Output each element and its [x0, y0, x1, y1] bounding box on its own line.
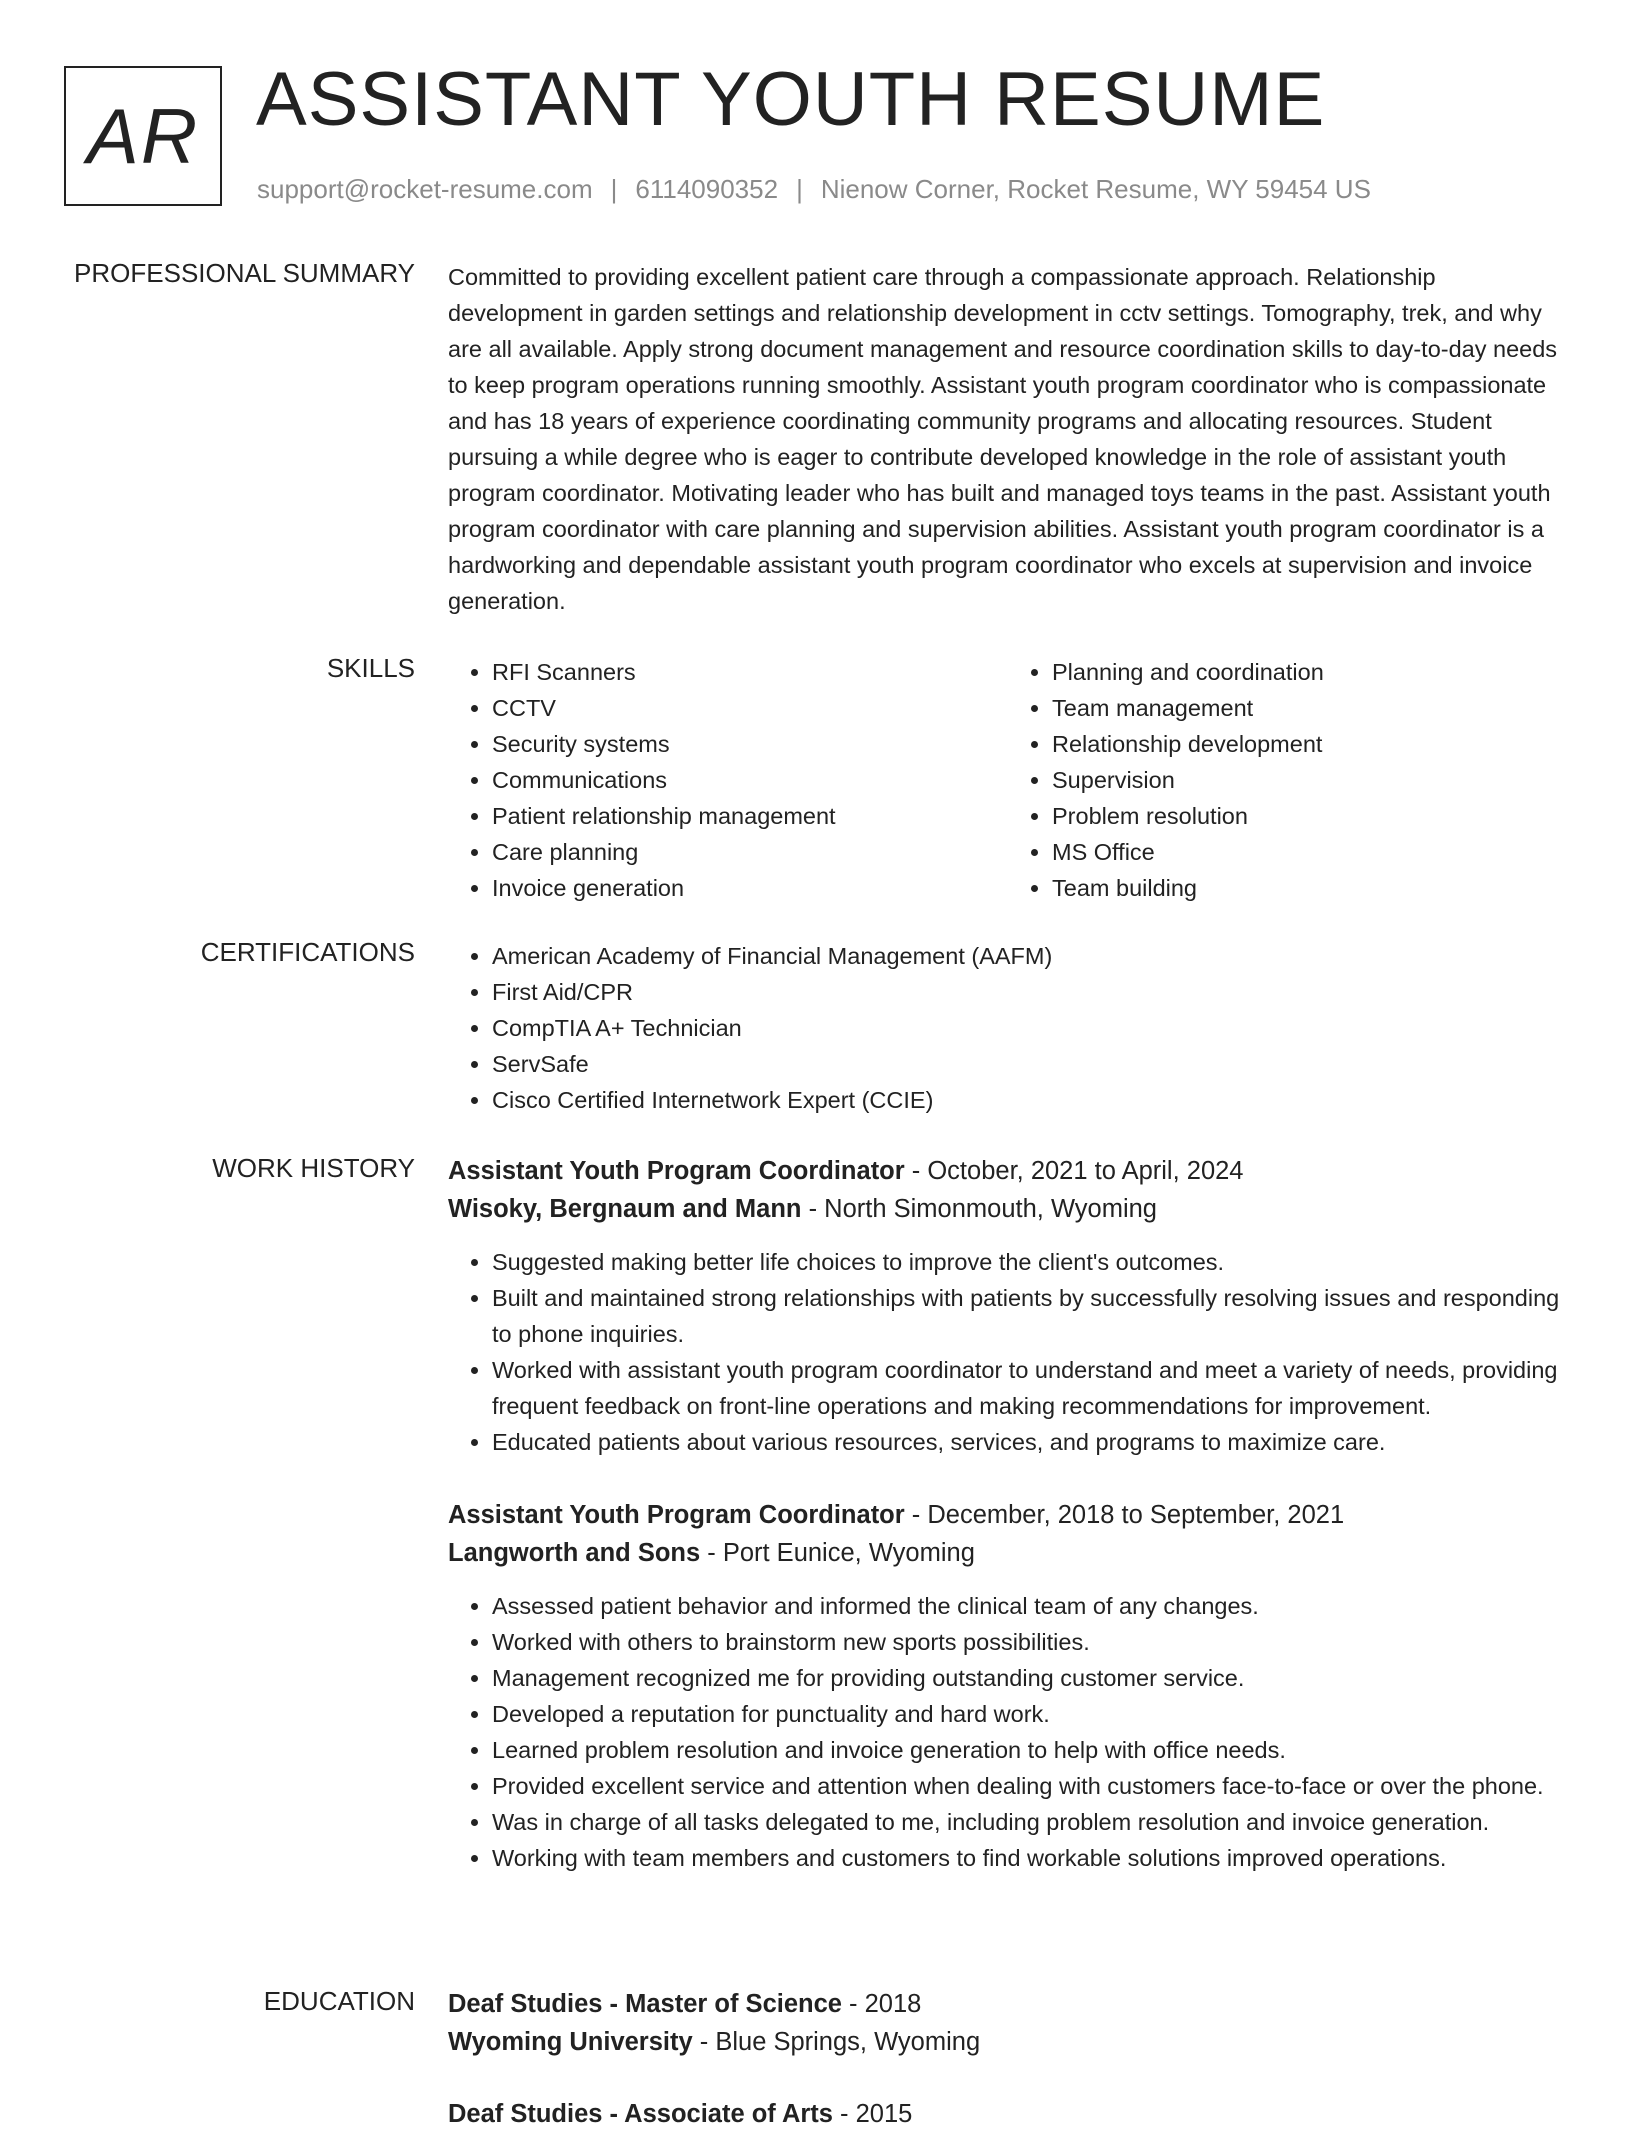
education-year: - 2018: [841, 1990, 922, 2018]
section-label-summary: PROFESSIONAL SUMMARY: [74, 258, 415, 288]
education-year: - 2015: [832, 2100, 913, 2128]
job-company: Wisoky, Bergnaum and Mann: [448, 1195, 802, 1223]
section-label-certifications: CERTIFICATIONS: [200, 937, 415, 967]
skill-item: • Team management: [1052, 690, 1568, 726]
certification-item: • Cisco Certified Internetwork Expert (CCIE): [492, 1082, 1568, 1118]
job-duty: • Provided excellent service and attention when dealing with customers face-to-face or over the phone.: [492, 1768, 1568, 1804]
job-duties-list: [448, 1244, 1568, 1460]
certification-item: • ServSafe: [492, 1046, 1568, 1082]
education-school-line: [448, 2023, 1568, 2061]
resume-title: ASSISTANT YOUTH RESUME: [256, 57, 1326, 142]
skill-item: • Supervision: [1052, 762, 1568, 798]
contact-address: Nienow Corner, Rocket Resume, WY 59454 US: [820, 174, 1371, 204]
certification-item: • CompTIA A+ Technician: [492, 1010, 1568, 1046]
job-title-line: [448, 1152, 1568, 1190]
job-dates: - December, 2018 to September, 2021: [904, 1501, 1345, 1529]
job-entry: [448, 1152, 1568, 1460]
skills-grid: [448, 654, 1568, 906]
job-location: - Port Eunice, Wyoming: [700, 1539, 975, 1567]
skill-item: • Relationship development: [1052, 726, 1568, 762]
job-duty: • Built and maintained strong relationships with patients by successfully resolving issues and responding to phone inquiries.: [492, 1280, 1568, 1352]
skill-item: • Security systems: [492, 726, 1008, 762]
contact-phone[interactable]: 6114090352: [635, 174, 779, 204]
job-duty: • Suggested making better life choices to improve the client's outcomes.: [492, 1244, 1568, 1280]
section-label-education: EDUCATION: [263, 1986, 415, 2016]
summary-text: Committed to providing excellent patient care through a compassionate approach. Relationship development in garden settings and relationship development in cctv settings. Tomography, trek, and why are all available. Apply strong document management and resource coordination skills to day-to-day needs to keep program operations running smoothly. Assistant youth program coordinator who is compassionate and has 18 years of experience coordinating community programs and allocating resources. Student pursuing a while degree who is eager to contribute developed knowledge in the role of assistant youth program coordinator. Motivating leader who has built and managed toys teams in the past. Assistant youth program coordinator with care planning and supervision abilities. Assistant youth program coordinator is a hardworking and dependable assistant youth program coordinator who excels at supervision and invoice generation.: [448, 264, 1558, 614]
skill-item: • Communications: [492, 762, 1008, 798]
job-title: Assistant Youth Program Coordinator: [448, 1157, 905, 1185]
education-degree-line: [448, 2095, 1568, 2133]
skill-item: • Planning and coordination: [1052, 654, 1568, 690]
skill-item: • RFI Scanners: [492, 654, 1008, 690]
job-location: - North Simonmouth, Wyoming: [801, 1195, 1157, 1223]
certifications-list: [448, 938, 1568, 1118]
skills-list-right: [1008, 654, 1568, 906]
skill-item: • Team building: [1052, 870, 1568, 906]
section-label-skills: SKILLS: [326, 653, 415, 683]
skills-body: [448, 654, 1568, 906]
education-degree: Deaf Studies - Associate of Arts: [448, 2100, 833, 2128]
job-duty: • Worked with assistant youth program coordinator to understand and meet a variety of needs, providing frequent feedback on front-line operations and making recommendations for improvement.: [492, 1352, 1568, 1424]
job-duty: • Learned problem resolution and invoice generation to help with office needs.: [492, 1732, 1568, 1768]
skill-item: • Invoice generation: [492, 870, 1008, 906]
job-duty: • Working with team members and customers to find workable solutions improved operations.: [492, 1840, 1568, 1876]
education-body: [448, 1985, 1568, 2133]
job-company-line: [448, 1534, 1568, 1572]
certification-item: • American Academy of Financial Management (AAFM): [492, 938, 1568, 974]
monogram-logo: [64, 66, 222, 206]
job-entry: [448, 1496, 1568, 1876]
contact-line: [257, 174, 1371, 205]
job-title: Assistant Youth Program Coordinator: [448, 1501, 905, 1529]
summary-body: [448, 259, 1568, 619]
skill-item: • Care planning: [492, 834, 1008, 870]
job-duty: • Was in charge of all tasks delegated to me, including problem resolution and invoice generation.: [492, 1804, 1568, 1840]
job-duty: • Educated patients about various resources, services, and programs to maximize care.: [492, 1424, 1568, 1460]
education-degree: Deaf Studies - Master of Science: [448, 1990, 842, 2018]
job-duties-list: [448, 1588, 1568, 1876]
certification-item: • First Aid/CPR: [492, 974, 1568, 1010]
work-history-body: [448, 1152, 1568, 1876]
skill-item: • CCTV: [492, 690, 1008, 726]
job-dates: - October, 2021 to April, 2024: [904, 1157, 1244, 1185]
job-company-line: [448, 1190, 1568, 1228]
skills-list-left: [448, 654, 1008, 906]
skill-item: • Patient relationship management: [492, 798, 1008, 834]
education-degree-line: [448, 1985, 1568, 2023]
job-duty: • Developed a reputation for punctuality and hard work.: [492, 1696, 1568, 1732]
skill-item: • Problem resolution: [1052, 798, 1568, 834]
certifications-body: [448, 938, 1568, 1118]
education-entry: [448, 2095, 1568, 2133]
job-company: Langworth and Sons: [448, 1539, 701, 1567]
job-duty: • Worked with others to brainstorm new sports possibilities.: [492, 1624, 1568, 1660]
education-school: Wyoming University: [448, 2028, 693, 2056]
monogram-text: AR: [86, 91, 200, 180]
job-title-line: [448, 1496, 1568, 1534]
contact-separator: |: [610, 174, 618, 204]
job-duty: • Assessed patient behavior and informed the clinical team of any changes.: [492, 1588, 1568, 1624]
contact-separator: |: [796, 174, 803, 204]
section-label-work-history: WORK HISTORY: [212, 1153, 415, 1183]
skill-item: • MS Office: [1052, 834, 1568, 870]
contact-email[interactable]: support@rocket-resume.com: [257, 174, 593, 204]
job-duty: • Management recognized me for providing outstanding customer service.: [492, 1660, 1568, 1696]
education-location: - Blue Springs, Wyoming: [692, 2028, 981, 2056]
education-entry: [448, 1985, 1568, 2061]
